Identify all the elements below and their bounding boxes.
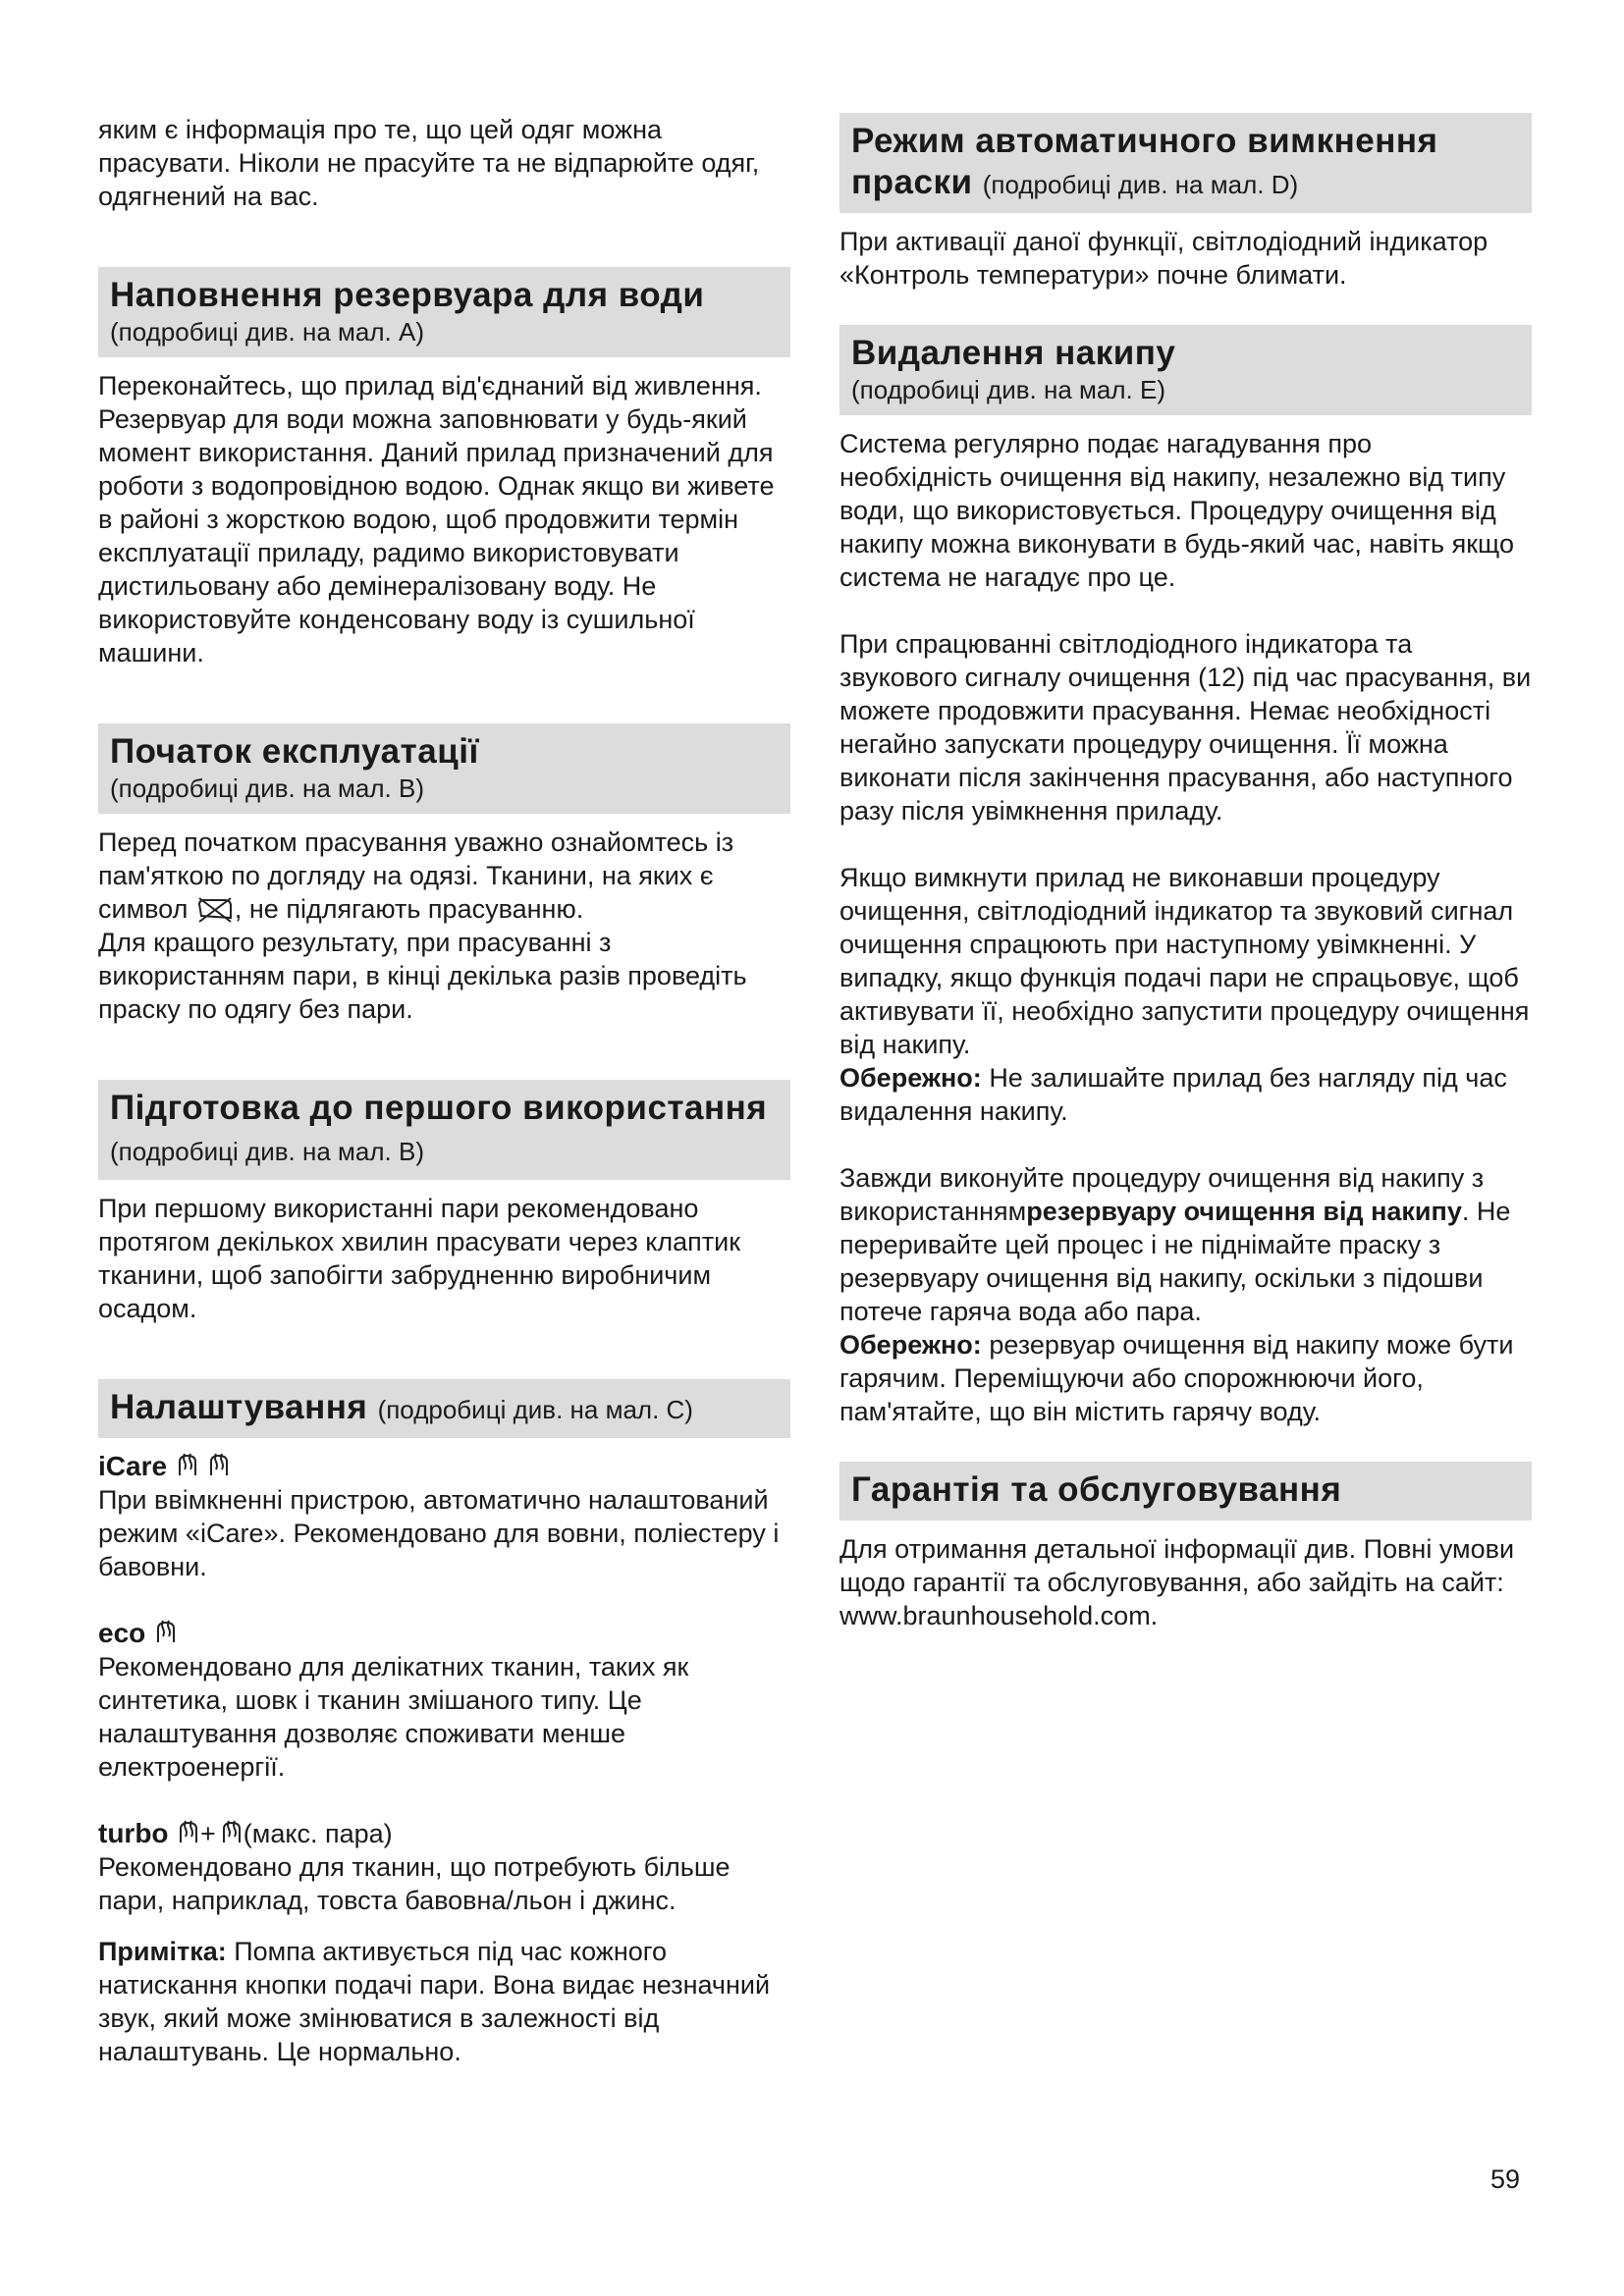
- fill-tank-title: Наповнення резервуара для води: [110, 276, 705, 314]
- descale-ref: (подробиці див. на мал. E): [851, 375, 1165, 404]
- steam-icon: [177, 1817, 200, 1846]
- start-text-2: Для кращого результату, при прасуванні з використанням пари, в кінці декілька разів проведіть праску по одягу без пари.: [98, 928, 747, 1024]
- warranty-title: Гарантія та обслуговування: [851, 1470, 1342, 1509]
- auto-off-text: При активації даної функції, світлодіодний індикатор «Контроль температури» почне блимати.: [839, 227, 1489, 290]
- intro-text: яким є інформація про те, що цей одяг можна прасувати. Ніколи не прасуйте та не відпарюйте одяг, одягнений на вас.: [98, 115, 760, 211]
- descale-title: Видалення накипу: [851, 334, 1176, 372]
- steam-icon: [207, 1450, 231, 1479]
- right-column: [839, 113, 1532, 1632]
- turbo-plus: +: [199, 1819, 216, 1848]
- fill-tank-text: Переконайтесь, що прилад від'єднаний від живлення. Резервуар для води можна заповнювати у будь-який момент використання. Даний прилад призначений для роботи з водопровідною водою. Однак якщо ви живете в районі з жорсткою водою, щоб продовжити термін експлуатації приладу, радимо використовувати дистильовану або демінералізовану воду. Не використовуйте конденсовану воду із сушильної машини.: [98, 371, 775, 667]
- note-label: Примітка:: [98, 1937, 227, 1966]
- page-number: 59: [1490, 2164, 1521, 2194]
- descale-caution-1: Обережно: Не залишайте прилад без нагляду під час видалення накипу.: [839, 1063, 1507, 1126]
- descale-p3: Якщо вимкнути прилад не виконавши процедуру очищення, світлодіодний індикатор та звуковий сигнал очищення спрацюють при наступному увімкненні. У випадку, якщо функція подачі пари не спрацьовує, щоб активувати її, необхідно запустити процедуру очищення від накипу.: [839, 863, 1530, 1059]
- descale-p2: При спрацюванні світлодіодного індикатора та звукового сигналу очищення (12) під час прасування, ви можете продовжити прасування. Немає необхідності негайно запускати процедуру очищення. Її можна виконати після закінчення прасування, або наступного разу після увімкнення приладу.: [839, 629, 1532, 826]
- icare-title: iCare: [98, 1451, 168, 1481]
- mode-eco: [98, 1617, 790, 1650]
- prep-ref: (подробиці див. на мал. B): [110, 1137, 424, 1166]
- settings-header: [98, 1379, 790, 1438]
- auto-off-title: Режим автоматичного вимкнення праски (подробиці див. на мал. D): [851, 122, 1438, 201]
- descale-p1: Система регулярно подає нагадування про необхідність очищення від накипу, незалежно від типу води, що використовується. Процедуру очищення від накипу можна виконувати в будь-який час, навіть якщо система не нагадує про це.: [839, 429, 1514, 592]
- steam-icon: [176, 1450, 199, 1479]
- turbo-title: turbo: [98, 1818, 169, 1848]
- start-ref: (подробиці див. на мал. B): [110, 774, 424, 803]
- warranty-text: Для отримання детальної інформації див. Повні умови щодо гарантії та обслуговування, або зайдіть на сайт: www.braunhousehold.com.: [839, 1534, 1515, 1630]
- auto-off-header: [839, 113, 1532, 213]
- descale-caution-2: Обережно: резервуар очищення від накипу може бути гарячим. Переміщуючи або спорожнюючи його, пам'ятайте, що він містить гарячу воду.: [839, 1330, 1514, 1426]
- prep-header: [98, 1080, 790, 1180]
- caution-label: Обережно:: [839, 1063, 982, 1093]
- start-header: [98, 723, 790, 814]
- descale-header: [839, 325, 1532, 415]
- start-text-1: Перед початком прасування уважно ознайомтесь із пам'яткою по догляду на одязі. Тканини, на яких є символ , не підлягають прасуванню.: [98, 828, 734, 924]
- steam-icon: [220, 1817, 244, 1846]
- settings-ref: (подробиці див. на мал. C): [377, 1395, 693, 1424]
- prep-title: Підготовка до першого використання (подробиці див. на мал. B): [110, 1089, 768, 1166]
- mode-icare: [98, 1450, 790, 1483]
- descale-tank-term: резервуару очищення від накипу: [1026, 1197, 1462, 1226]
- eco-text: Рекомендовано для делікатних тканин, таких як синтетика, шовк і тканин змішаного типу. Це налаштування дозволяє споживати менше електроенергії.: [98, 1652, 689, 1782]
- fill-tank-header: [98, 267, 790, 357]
- descale-p4: Завжди виконуйте процедуру очищення від накипу з використаннямрезервуару очищення від накипу. Не перeривайте цей процес і не піднімайте праску з резервуару очищення від накипу, оскільки з підошви потече гаряча вода або пара.: [839, 1163, 1511, 1326]
- mode-turbo: [98, 1817, 790, 1850]
- note-text: Примітка: Помпа активується під час кожного натискання кнопки подачі пари. Вона видає незначний звук, який може змінюватися в залежності від налаштувань. Це нормально.: [98, 1937, 771, 2066]
- turbo-suffix: (макс. пара): [243, 1819, 393, 1848]
- fill-tank-ref: (подробиці див. на мал. A): [110, 317, 424, 347]
- caution-label: Обережно:: [839, 1330, 982, 1360]
- no-ironing-icon: [195, 894, 235, 924]
- steam-icon: [154, 1617, 178, 1646]
- left-column: [98, 113, 790, 2068]
- icare-text: При ввімкненні пристрою, автоматично налаштований режим «iCare». Рекомендовано для вовни, поліестеру і бавовни.: [98, 1485, 780, 1581]
- prep-text: При першому використанні пари рекомендовано протягом декількох хвилин прасувати через клаптик тканини, щоб запобігти забрудненню виробничим осадом.: [98, 1194, 741, 1323]
- warranty-header: [839, 1462, 1532, 1521]
- settings-title: Налаштування (подробиці див. на мал. C): [110, 1388, 693, 1426]
- auto-off-ref: (подробиці див. на мал. D): [982, 170, 1299, 199]
- start-title: Початок експлуатації: [110, 732, 479, 771]
- eco-title: eco: [98, 1618, 146, 1648]
- turbo-text: Рекомендовано для тканин, що потребують більше пари, наприклад, товста бавовна/льон і джинс.: [98, 1852, 731, 1915]
